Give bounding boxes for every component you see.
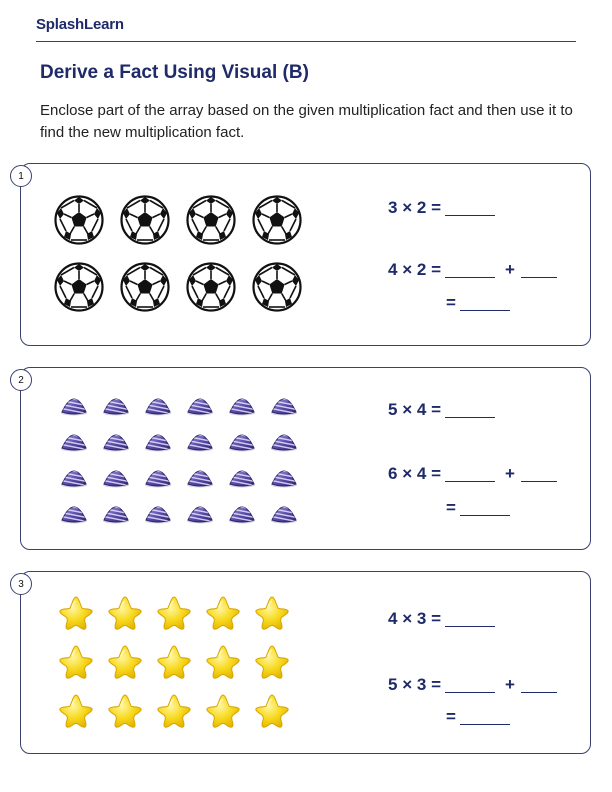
star-icon bbox=[107, 644, 143, 680]
soccer-ball-icon bbox=[186, 195, 236, 245]
answer-blank[interactable] bbox=[445, 692, 495, 693]
striped-gumdrop-icon bbox=[143, 460, 173, 488]
striped-gumdrop-icon bbox=[227, 424, 257, 452]
striped-gumdrop-icon bbox=[269, 424, 299, 452]
equals-sign: = bbox=[431, 464, 442, 483]
soccer-ball-icon bbox=[120, 195, 170, 245]
given-fact-2 bbox=[388, 398, 495, 422]
given-factor-b: 3 bbox=[416, 609, 427, 628]
striped-gumdrop-icon bbox=[185, 388, 215, 416]
answer-blank[interactable] bbox=[460, 515, 510, 516]
striped-gumdrop-icon bbox=[269, 496, 299, 524]
striped-gumdrop-icon bbox=[185, 496, 215, 524]
answer-blank[interactable] bbox=[445, 417, 495, 418]
times-sign: × bbox=[402, 260, 413, 279]
problem-number-1: 1 bbox=[10, 165, 32, 187]
derive-factor-a: 4 bbox=[388, 260, 398, 279]
answer-blank[interactable] bbox=[445, 215, 495, 216]
soccer-ball-array bbox=[54, 195, 302, 312]
soccer-ball-icon bbox=[186, 262, 236, 312]
striped-gumdrop-icon bbox=[59, 460, 89, 488]
equals-sign: = bbox=[446, 498, 456, 517]
striped-gumdrop-icon bbox=[185, 424, 215, 452]
star-icon bbox=[205, 693, 241, 729]
header-divider bbox=[36, 41, 576, 42]
star-icon bbox=[107, 595, 143, 631]
answer-blank[interactable] bbox=[521, 692, 557, 693]
given-fact-3 bbox=[388, 607, 495, 631]
star-icon bbox=[205, 644, 241, 680]
derive-fact-3 bbox=[388, 673, 557, 697]
derive-factor-b: 2 bbox=[416, 260, 427, 279]
derive-factor-b: 3 bbox=[416, 675, 427, 694]
equals-sign: = bbox=[431, 198, 442, 217]
times-sign: × bbox=[402, 609, 413, 628]
soccer-ball-icon bbox=[54, 262, 104, 312]
given-factor-a: 5 bbox=[388, 400, 398, 419]
times-sign: × bbox=[402, 675, 413, 694]
answer-blank[interactable] bbox=[521, 481, 557, 482]
striped-gumdrop-icon bbox=[59, 424, 89, 452]
equals-sign: = bbox=[446, 707, 456, 726]
striped-gumdrop-icon bbox=[59, 496, 89, 524]
given-fact-1 bbox=[388, 196, 495, 220]
answer-blank[interactable] bbox=[460, 310, 510, 311]
plus-sign: + bbox=[505, 464, 515, 483]
striped-gumdrop-icon bbox=[101, 424, 131, 452]
times-sign: × bbox=[402, 400, 413, 419]
star-icon bbox=[58, 644, 94, 680]
striped-gumdrop-icon bbox=[227, 388, 257, 416]
star-icon bbox=[156, 595, 192, 631]
answer-blank[interactable] bbox=[445, 277, 495, 278]
answer-blank[interactable] bbox=[460, 724, 510, 725]
problem-number-3: 3 bbox=[10, 573, 32, 595]
equals-sign: = bbox=[431, 400, 442, 419]
sum-line-2 bbox=[446, 496, 510, 520]
soccer-ball-icon bbox=[252, 195, 302, 245]
star-icon bbox=[205, 595, 241, 631]
star-icon bbox=[58, 595, 94, 631]
equals-sign: = bbox=[431, 260, 442, 279]
striped-gumdrop-icon bbox=[143, 496, 173, 524]
star-icon bbox=[156, 644, 192, 680]
answer-blank[interactable] bbox=[445, 481, 495, 482]
star-array bbox=[58, 595, 290, 729]
star-icon bbox=[107, 693, 143, 729]
derive-factor-a: 6 bbox=[388, 464, 398, 483]
striped-gumdrop-icon bbox=[269, 460, 299, 488]
striped-gumdrop-icon bbox=[227, 496, 257, 524]
derive-factor-a: 5 bbox=[388, 675, 398, 694]
star-icon bbox=[254, 595, 290, 631]
striped-gumdrop-icon bbox=[143, 424, 173, 452]
equals-sign: = bbox=[431, 609, 442, 628]
brand-logo: SplashLearn bbox=[36, 16, 124, 33]
plus-sign: + bbox=[505, 675, 515, 694]
instructions: Enclose part of the array based on the given multiplication fact and then use it to find the new multiplication fact. bbox=[40, 102, 573, 141]
given-factor-a: 4 bbox=[388, 609, 398, 628]
times-sign: × bbox=[402, 198, 413, 217]
striped-gumdrop-icon bbox=[185, 460, 215, 488]
derive-fact-1 bbox=[388, 258, 557, 282]
striped-gumdrop-icon bbox=[59, 388, 89, 416]
striped-gumdrop-icon bbox=[101, 388, 131, 416]
striped-gumdrop-icon bbox=[101, 460, 131, 488]
equals-sign: = bbox=[431, 675, 442, 694]
page-title: Derive a Fact Using Visual (B) bbox=[40, 62, 309, 83]
sum-line-1 bbox=[446, 291, 510, 315]
striped-gumdrop-icon bbox=[269, 388, 299, 416]
given-factor-a: 3 bbox=[388, 198, 398, 217]
given-factor-b: 4 bbox=[416, 400, 427, 419]
star-icon bbox=[58, 693, 94, 729]
problem-number-2: 2 bbox=[10, 369, 32, 391]
soccer-ball-icon bbox=[252, 262, 302, 312]
soccer-ball-icon bbox=[120, 262, 170, 312]
soccer-ball-icon bbox=[54, 195, 104, 245]
equals-sign: = bbox=[446, 293, 456, 312]
plus-sign: + bbox=[505, 260, 515, 279]
sum-line-3 bbox=[446, 705, 510, 729]
given-factor-b: 2 bbox=[416, 198, 427, 217]
derive-fact-2 bbox=[388, 462, 557, 486]
striped-gumdrop-icon bbox=[143, 388, 173, 416]
answer-blank[interactable] bbox=[521, 277, 557, 278]
times-sign: × bbox=[402, 464, 413, 483]
star-icon bbox=[254, 693, 290, 729]
answer-blank[interactable] bbox=[445, 626, 495, 627]
gumdrop-array bbox=[59, 388, 299, 524]
derive-factor-b: 4 bbox=[416, 464, 427, 483]
star-icon bbox=[156, 693, 192, 729]
striped-gumdrop-icon bbox=[101, 496, 131, 524]
star-icon bbox=[254, 644, 290, 680]
striped-gumdrop-icon bbox=[227, 460, 257, 488]
